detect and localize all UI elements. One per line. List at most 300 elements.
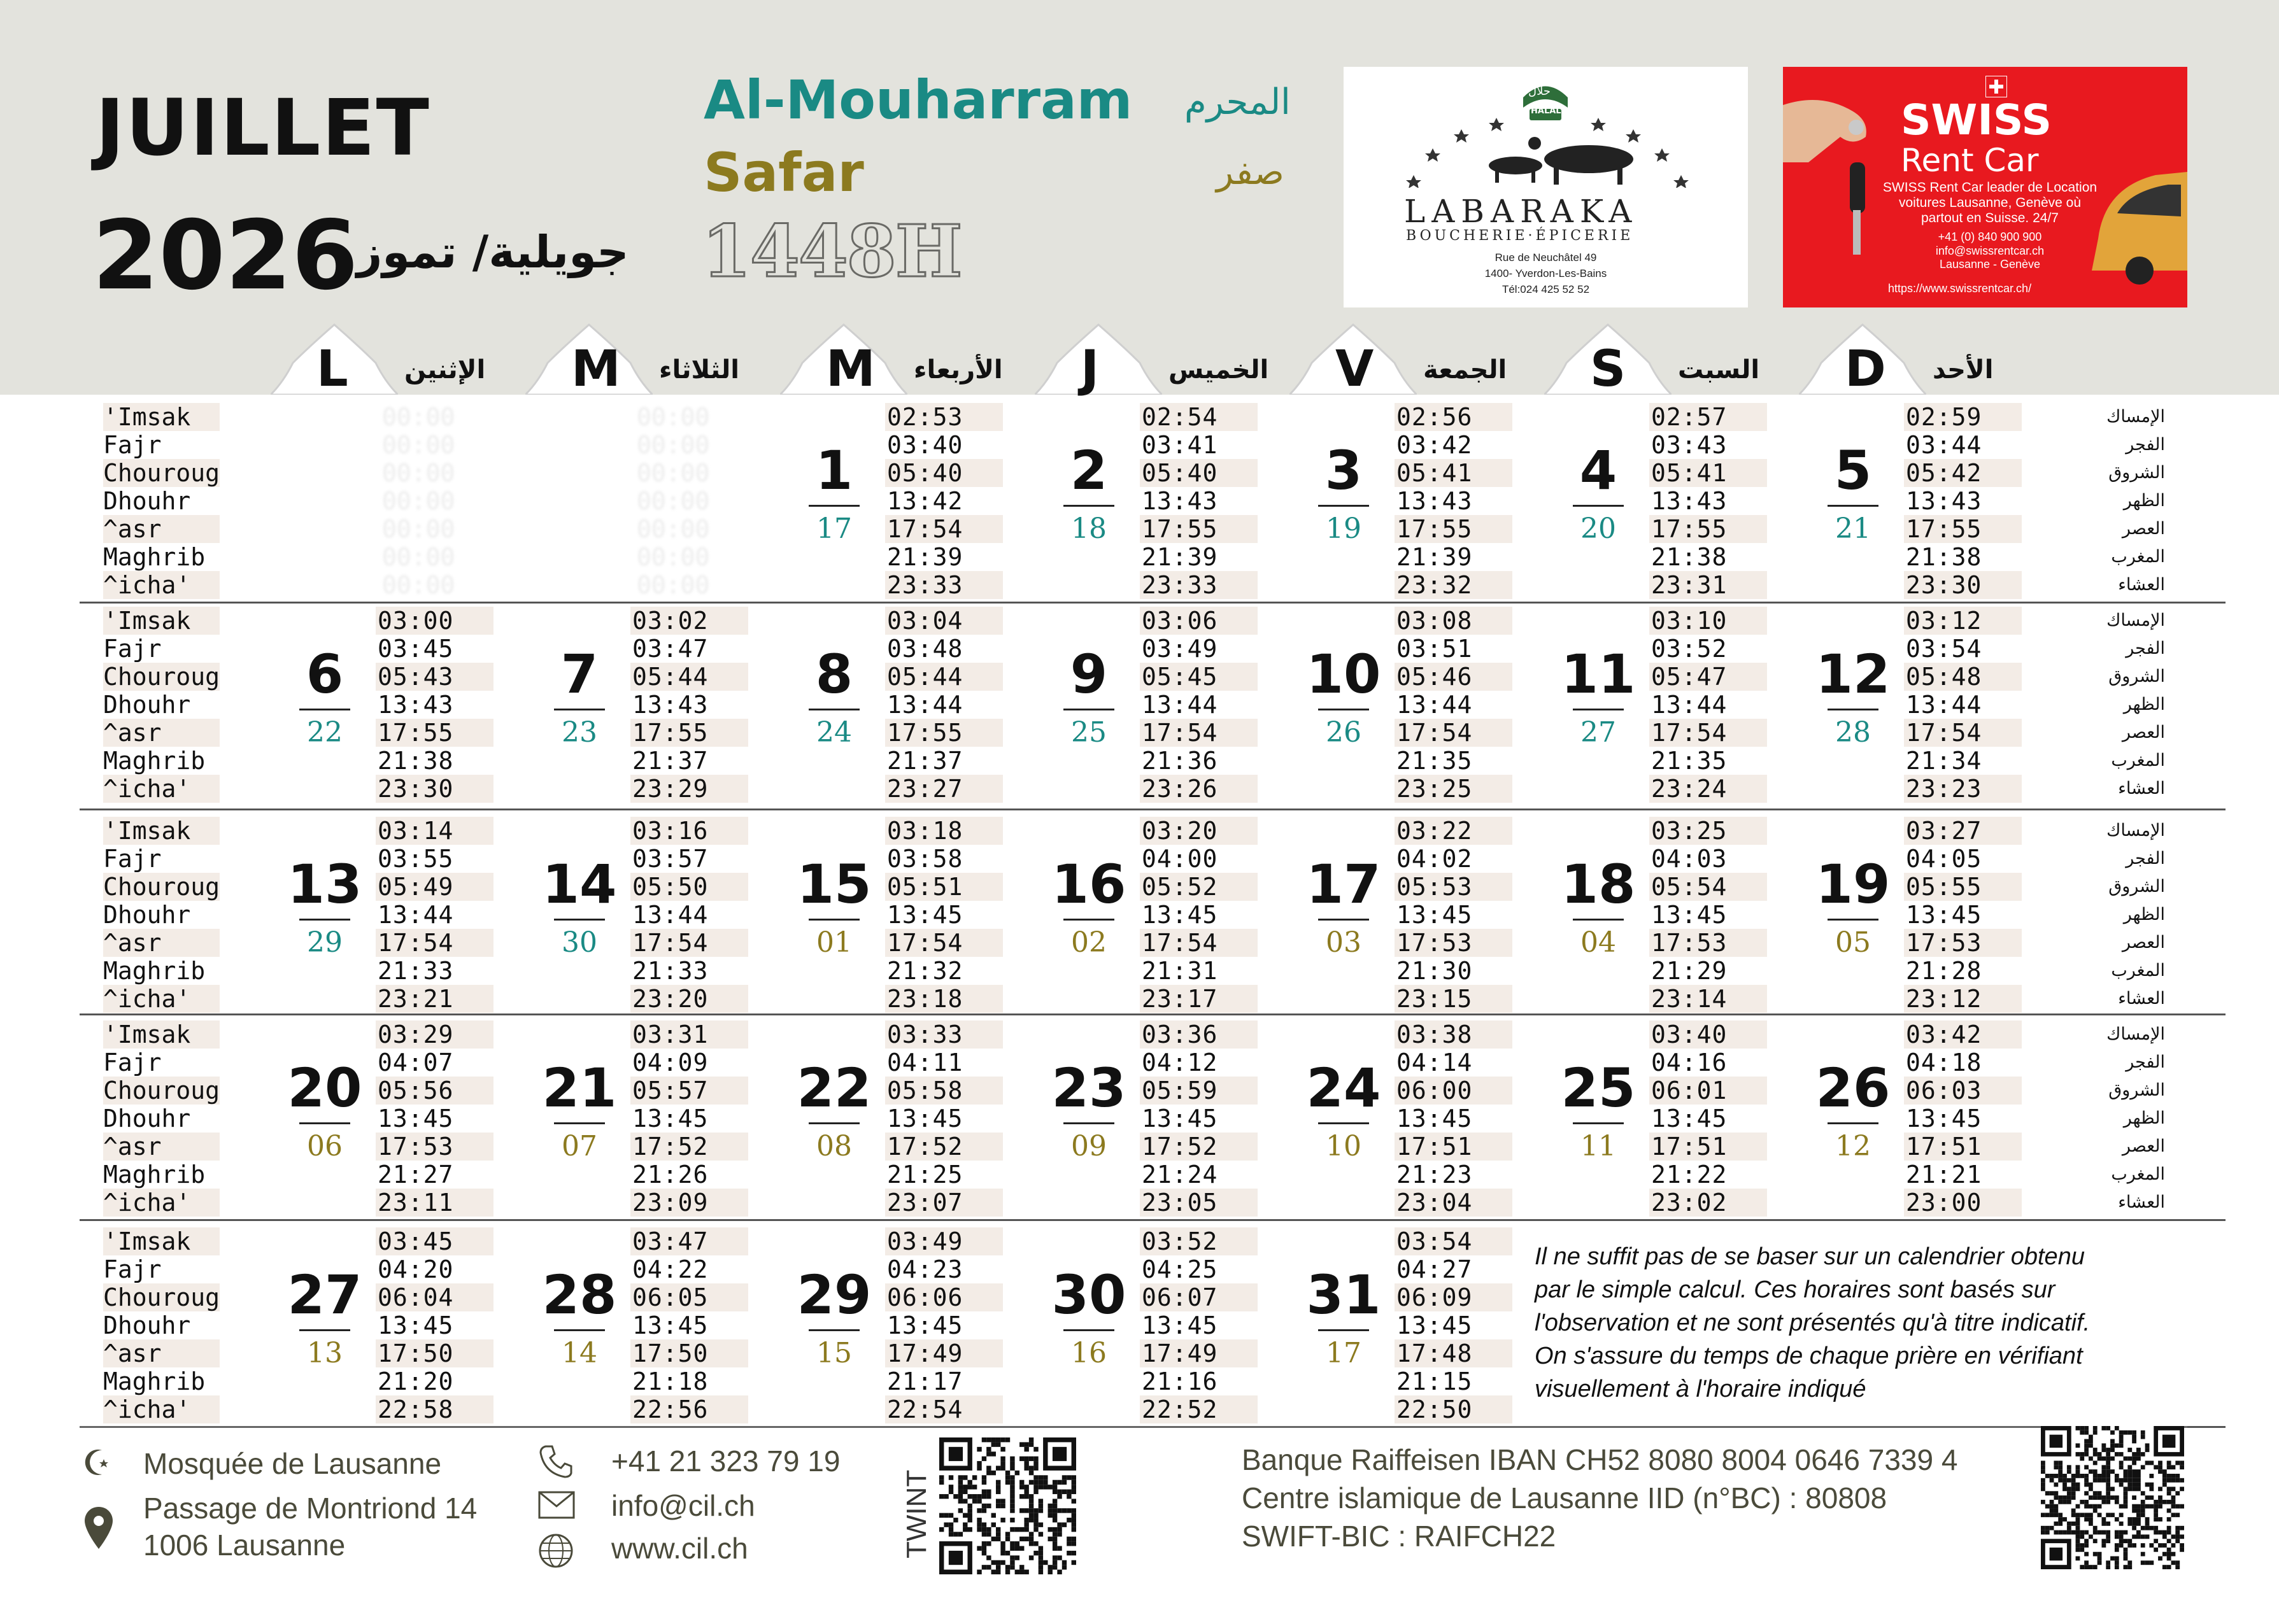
footer-bank-iban: Banque Raiffeisen IBAN CH52 8080 8004 0646 7339 4 (1242, 1443, 1958, 1476)
prayer-time: 05:44 (630, 663, 748, 691)
prayer-time: 17:52 (885, 1133, 1003, 1161)
weekday-header (271, 312, 500, 398)
prayer-time: 23:05 (1140, 1189, 1258, 1217)
prayer-time: 13:45 (1906, 1105, 1982, 1133)
placeholder-line: 00:00 (382, 571, 455, 599)
hijri-day: 04 (1580, 926, 1616, 959)
prayer-label-arabic: الإمساك (2106, 407, 2165, 427)
prayer-time: 04:02 (1396, 845, 1473, 873)
prayer-time: 23:29 (630, 775, 748, 803)
prayer-label: ^icha' (103, 1189, 220, 1217)
footer-divider (80, 1426, 2187, 1428)
prayer-time: 02:59 (1904, 403, 2022, 431)
prayer-time: 23:31 (1649, 571, 1767, 599)
prayer-time: 17:50 (376, 1339, 493, 1367)
year-title: 2026 (92, 201, 359, 311)
prayer-times (1649, 1020, 1767, 1217)
prayer-times (1649, 607, 1767, 803)
day-underline (554, 709, 605, 710)
prayer-time: 05:40 (1140, 459, 1258, 487)
prayer-label: Maghrib (103, 1161, 206, 1189)
day-number: 16 (1051, 853, 1126, 915)
day-underline (1318, 919, 1369, 921)
prayer-time: 13:44 (1142, 691, 1218, 719)
day-number: 13 (287, 853, 362, 915)
prayer-time: 17:52 (1140, 1133, 1258, 1161)
prayer-label: 'Imsak (103, 1020, 220, 1049)
prayer-labels (103, 1020, 220, 1217)
prayer-time: 17:51 (1395, 1133, 1512, 1161)
disclaimer-line: Il ne suffit pas de se baser sur un calendrier obtenu (1535, 1243, 2085, 1270)
prayer-time: 03:41 (1142, 431, 1218, 459)
week-divider (80, 1013, 2226, 1015)
prayer-time: 17:55 (1649, 515, 1767, 543)
prayer-time: 22:56 (630, 1395, 748, 1423)
prayer-time: 03:54 (1906, 635, 1982, 663)
prayer-time: 06:01 (1649, 1077, 1767, 1105)
prayer-time: 23:27 (885, 775, 1003, 803)
hijri-day: 08 (816, 1130, 852, 1162)
prayer-label-arabic: الشروق (2108, 667, 2165, 686)
prayer-label: 'Imsak (103, 1227, 220, 1255)
prayer-label-arabic: المغرب (2111, 547, 2165, 567)
prayer-times (1140, 817, 1258, 1013)
footer-org: Mosquée de Lausanne (143, 1447, 442, 1480)
prayer-label-arabic: الشروق (2108, 463, 2165, 483)
prayer-time: 21:27 (378, 1161, 454, 1189)
weekday-header (1544, 312, 1773, 398)
prayer-times (1395, 607, 1512, 803)
weekday-arabic: الأربعاء (914, 355, 1003, 385)
prayer-time: 05:52 (1140, 873, 1258, 901)
prayer-label: ^asr (103, 1339, 220, 1367)
prayer-time: 21:38 (1651, 543, 1728, 571)
prayer-times (1649, 817, 1767, 1013)
prayer-time: 03:49 (1142, 635, 1218, 663)
prayer-time: 03:10 (1649, 607, 1767, 635)
prayer-time: 03:44 (1906, 431, 1982, 459)
swiss-rent-car-url[interactable]: https://www.swissrentcar.ch/ (1888, 282, 2032, 295)
prayer-time: 02:56 (1395, 403, 1512, 431)
disclaimer-line: visuellement à l'horaire indiqué (1535, 1376, 1866, 1402)
prayer-time: 17:54 (376, 929, 493, 957)
prayer-label: Fajr (103, 845, 162, 873)
disclaimer-line: l'observation et ne sont présentés qu'à titre indicatif. (1535, 1310, 2091, 1336)
prayer-time: 23:18 (885, 985, 1003, 1013)
prayer-time: 05:59 (1140, 1077, 1258, 1105)
day-number: 31 (1306, 1264, 1381, 1326)
prayer-time: 21:38 (378, 747, 454, 775)
prayer-label-arabic: الإمساك (2106, 1024, 2165, 1044)
labaraka-subtitle: BOUCHERIE·ÉPICERIE (1406, 228, 1634, 244)
hijri-day: 12 (1835, 1130, 1871, 1162)
prayer-time: 04:03 (1651, 845, 1728, 873)
day-number: 10 (1306, 643, 1381, 705)
empty-day-placeholder (637, 403, 755, 599)
prayer-time: 04:11 (887, 1049, 963, 1077)
day-underline (1573, 709, 1624, 710)
prayer-times (1395, 1020, 1512, 1217)
prayer-time: 23:24 (1649, 775, 1767, 803)
prayer-time: 05:51 (885, 873, 1003, 901)
hijri-day: 15 (816, 1337, 852, 1369)
prayer-time: 17:54 (1904, 719, 2022, 747)
prayer-time: 21:29 (1651, 957, 1728, 985)
prayer-label: ^icha' (103, 1395, 220, 1423)
prayer-time: 17:54 (885, 929, 1003, 957)
twint-qr-code-icon[interactable] (939, 1437, 1076, 1574)
prayer-time: 03:51 (1396, 635, 1473, 663)
weekday-header (1799, 312, 2028, 398)
prayer-time: 13:43 (1396, 487, 1473, 515)
hijri-day: 13 (307, 1337, 343, 1369)
prayer-time: 04:16 (1651, 1049, 1728, 1077)
hijri-day: 24 (816, 716, 852, 749)
swiss-rent-car-ad[interactable] (1783, 67, 2187, 307)
prayer-label-arabic: الظهر (2123, 905, 2165, 924)
prayer-time: 23:15 (1395, 985, 1512, 1013)
prayer-time: 23:14 (1649, 985, 1767, 1013)
prayer-label-arabic: العصر (2122, 519, 2165, 539)
hijri-day: 01 (816, 926, 852, 959)
prayer-label: Dhouhr (103, 1311, 191, 1339)
prayer-label: Chouroug (103, 1077, 220, 1105)
prayer-time: 13:45 (632, 1311, 709, 1339)
prayer-time: 04:22 (632, 1255, 709, 1283)
day-number: 6 (306, 643, 344, 705)
day-underline (809, 1122, 860, 1124)
prayer-time: 13:44 (1651, 691, 1728, 719)
prayer-time: 13:43 (378, 691, 454, 719)
prayer-time: 17:53 (1395, 929, 1512, 957)
prayer-time: 21:22 (1651, 1161, 1728, 1189)
prayer-time: 13:45 (1651, 901, 1728, 929)
prayer-time: 21:28 (1906, 957, 1982, 985)
prayer-time: 03:54 (1395, 1227, 1512, 1255)
prayer-time: 02:53 (885, 403, 1003, 431)
day-number: 21 (542, 1057, 617, 1119)
footer-swift: SWIFT-BIC : RAIFCH22 (1242, 1520, 1556, 1553)
prayer-time: 13:44 (887, 691, 963, 719)
prayer-label: Dhouhr (103, 691, 191, 719)
prayer-time: 13:43 (1142, 487, 1218, 515)
prayer-times (1904, 1020, 2022, 1217)
hijri-day: 22 (307, 716, 343, 749)
prayer-time: 03:16 (630, 817, 748, 845)
prayer-time: 05:53 (1395, 873, 1512, 901)
prayer-labels-arabic (2089, 403, 2165, 599)
prayer-time: 06:06 (885, 1283, 1003, 1311)
prayer-label: ^asr (103, 515, 220, 543)
disclaimer-line: par le simple calcul. Ces horaires sont basés sur (1535, 1276, 2055, 1303)
weekday-letter: D (1845, 341, 1886, 398)
day-number: 27 (287, 1264, 362, 1326)
prayer-time: 04:05 (1906, 845, 1982, 873)
day-number: 8 (815, 643, 853, 705)
hijri-day: 29 (307, 926, 343, 959)
prayer-time: 13:45 (887, 1311, 963, 1339)
prayer-label-arabic: العصر (2122, 933, 2165, 952)
prayer-time: 05:40 (885, 459, 1003, 487)
footer-street: Passage de Montriond 14 (143, 1492, 478, 1525)
prayer-label-arabic: الفجر (2126, 849, 2165, 868)
day-underline (299, 1329, 350, 1331)
prayer-time: 17:51 (1649, 1133, 1767, 1161)
prayer-time: 03:42 (1904, 1020, 2022, 1049)
prayer-time: 13:45 (1396, 1105, 1473, 1133)
prayer-labels (103, 817, 220, 1013)
swiss-rent-car-line-2: voitures Lausanne, Genève où (1898, 195, 2082, 210)
weekday-letter: M (571, 341, 621, 398)
prayer-time: 13:45 (1396, 901, 1473, 929)
prayer-times (376, 817, 493, 1013)
halal-badge-text: HALAL (1531, 106, 1561, 116)
hijri-month-2: Safar (704, 141, 864, 204)
prayer-time: 17:55 (885, 719, 1003, 747)
prayer-time: 05:55 (1904, 873, 2022, 901)
hijri-day: 10 (1326, 1130, 1361, 1162)
prayer-times (630, 607, 748, 803)
prayer-time: 03:40 (887, 431, 963, 459)
prayer-time: 21:39 (1396, 543, 1473, 571)
placeholder-line: 00:00 (382, 515, 455, 543)
prayer-time: 05:41 (1395, 459, 1512, 487)
prayer-time: 23:32 (1395, 571, 1512, 599)
day-number: 2 (1070, 439, 1108, 502)
prayer-time: 21:26 (632, 1161, 709, 1189)
day-underline (554, 919, 605, 921)
swiss-rent-car-email: info@swissrentcar.ch (1935, 244, 2045, 257)
prayer-time: 22:58 (376, 1395, 493, 1423)
prayer-time: 17:55 (376, 719, 493, 747)
prayer-time: 21:18 (632, 1367, 709, 1395)
prayer-time: 03:43 (1651, 431, 1728, 459)
prayer-times (1395, 403, 1512, 599)
prayer-label: Chouroug (103, 873, 220, 901)
prayer-time: 13:45 (1142, 901, 1218, 929)
prayer-time: 05:46 (1395, 663, 1512, 691)
prayer-time: 03:58 (887, 845, 963, 873)
footer-email[interactable]: info@cil.ch (611, 1489, 755, 1522)
prayer-times (885, 1227, 1003, 1423)
prayer-time: 23:33 (1140, 571, 1258, 599)
day-underline (1573, 505, 1624, 507)
day-number: 14 (542, 853, 617, 915)
prayer-times (1140, 403, 1258, 599)
prayer-labels (103, 403, 220, 599)
prayer-label-arabic: الإمساك (2106, 611, 2165, 630)
prayer-time: 04:12 (1142, 1049, 1218, 1077)
prayer-time: 13:44 (632, 901, 709, 929)
prayer-time: 13:45 (1142, 1105, 1218, 1133)
prayer-time: 05:42 (1904, 459, 2022, 487)
prayer-time: 05:49 (376, 873, 493, 901)
prayer-time: 05:50 (630, 873, 748, 901)
prayer-time: 03:25 (1649, 817, 1767, 845)
prayer-label: Chouroug (103, 459, 220, 487)
swiss-rent-car-line-3: partout en Suisse. 24/7 (1921, 211, 2059, 225)
prayer-time: 06:07 (1140, 1283, 1258, 1311)
prayer-time: 03:22 (1395, 817, 1512, 845)
day-number: 28 (542, 1264, 617, 1326)
weekday-arabic: الأحد (1933, 355, 1994, 385)
weekday-letter: L (316, 341, 348, 398)
prayer-times (1649, 403, 1767, 599)
prayer-time: 23:23 (1904, 775, 2022, 803)
day-number: 12 (1815, 643, 1891, 705)
prayer-label: ^icha' (103, 985, 220, 1013)
prayer-time: 17:52 (630, 1133, 748, 1161)
day-number: 3 (1324, 439, 1363, 502)
prayer-label: Chouroug (103, 663, 220, 691)
prayer-time: 17:55 (1395, 515, 1512, 543)
prayer-time: 05:47 (1649, 663, 1767, 691)
prayer-time: 13:45 (887, 1105, 963, 1133)
prayer-time: 04:20 (378, 1255, 454, 1283)
prayer-time: 23:30 (376, 775, 493, 803)
labaraka-logo-text: LABARAKA (1404, 193, 1638, 230)
footer-phone[interactable]: +41 21 323 79 19 (611, 1444, 841, 1478)
prayer-time: 17:53 (1649, 929, 1767, 957)
prayer-time: 03:52 (1651, 635, 1728, 663)
prayer-label-arabic: العشاء (2118, 779, 2165, 798)
day-number: 23 (1051, 1057, 1126, 1119)
day-underline (809, 709, 860, 710)
prayer-time: 13:44 (378, 901, 454, 929)
prayer-label: Fajr (103, 1255, 162, 1283)
hijri-day: 21 (1835, 512, 1871, 545)
car-icon (2079, 162, 2187, 290)
prayer-time: 05:57 (630, 1077, 748, 1105)
disclaimer (1535, 1240, 2178, 1406)
prayer-label-arabic: العصر (2122, 1136, 2165, 1156)
prayer-time: 21:15 (1396, 1367, 1473, 1395)
prayer-time: 03:08 (1395, 607, 1512, 635)
prayer-time: 17:54 (1649, 719, 1767, 747)
prayer-time: 22:54 (885, 1395, 1003, 1423)
day-underline (1573, 1122, 1624, 1124)
swiss-rent-car-phone: +41 (0) 840 900 900 (1938, 230, 2042, 243)
prayer-time: 23:26 (1140, 775, 1258, 803)
weekday-header (780, 312, 1009, 398)
prayer-time: 23:17 (1140, 985, 1258, 1013)
prayer-time: 13:45 (887, 901, 963, 929)
prayer-time: 17:51 (1904, 1133, 2022, 1161)
prayer-label: ^icha' (103, 571, 220, 599)
day-underline (1063, 709, 1114, 710)
prayer-time: 17:55 (1904, 515, 2022, 543)
labaraka-phone: Tél:024 425 52 52 (1502, 283, 1590, 295)
halal-badge-arabic: حلال (1528, 85, 1551, 98)
prayer-time: 05:45 (1140, 663, 1258, 691)
day-underline (809, 919, 860, 921)
day-underline (1828, 505, 1878, 507)
bank-qr-code-icon[interactable] (2041, 1426, 2184, 1569)
prayer-times (1140, 1020, 1258, 1217)
weekday-arabic: الإثنين (404, 355, 486, 385)
prayer-time: 13:45 (378, 1311, 454, 1339)
prayer-time: 13:45 (1142, 1311, 1218, 1339)
prayer-time: 21:36 (1142, 747, 1218, 775)
footer-web[interactable]: www.cil.ch (611, 1532, 748, 1565)
prayer-time: 03:45 (376, 1227, 493, 1255)
prayer-label-arabic: الظهر (2123, 1108, 2165, 1128)
prayer-time: 21:38 (1906, 543, 1982, 571)
day-underline (299, 1122, 350, 1124)
prayer-time: 17:55 (630, 719, 748, 747)
day-underline (809, 1329, 860, 1331)
prayer-label-arabic: الظهر (2123, 695, 2165, 714)
prayer-time: 21:34 (1906, 747, 1982, 775)
day-underline (1318, 1329, 1369, 1331)
prayer-time: 05:43 (376, 663, 493, 691)
prayer-time: 02:57 (1649, 403, 1767, 431)
day-number: 25 (1561, 1057, 1636, 1119)
prayer-time: 21:20 (378, 1367, 454, 1395)
prayer-time: 13:45 (1651, 1105, 1728, 1133)
prayer-time: 23:25 (1395, 775, 1512, 803)
prayer-time: 03:57 (632, 845, 709, 873)
prayer-time: 04:14 (1396, 1049, 1473, 1077)
hijri-day: 11 (1580, 1130, 1616, 1162)
prayer-time: 13:43 (1651, 487, 1728, 515)
placeholder-line: 00:00 (382, 431, 455, 459)
hijri-month-2-arabic: صفر (1216, 152, 1284, 193)
weekday-arabic: السبت (1678, 355, 1760, 385)
day-number: 30 (1051, 1264, 1126, 1326)
prayer-label: Maghrib (103, 543, 206, 571)
prayer-label-arabic: المغرب (2111, 1164, 2165, 1184)
prayer-time: 04:07 (378, 1049, 454, 1077)
prayer-time: 21:33 (632, 957, 709, 985)
prayer-times (376, 1020, 493, 1217)
prayer-time: 17:54 (630, 929, 748, 957)
prayer-time: 21:33 (378, 957, 454, 985)
placeholder-line: 00:00 (637, 543, 710, 571)
footer-bank-name: Centre islamique de Lausanne IID (n°BC) : 80808 (1242, 1481, 1887, 1515)
prayer-time: 03:48 (887, 635, 963, 663)
placeholder-line: 00:00 (637, 571, 710, 599)
prayer-time: 03:45 (378, 635, 454, 663)
prayer-time: 03:06 (1140, 607, 1258, 635)
prayer-label: Fajr (103, 635, 162, 663)
swiss-rent-car-title: SWISS (1901, 95, 2052, 145)
hijri-day: 23 (562, 716, 597, 749)
prayer-time: 13:45 (632, 1105, 709, 1133)
prayer-time: 17:54 (885, 515, 1003, 543)
prayer-time: 03:12 (1904, 607, 2022, 635)
prayer-time: 03:52 (1140, 1227, 1258, 1255)
prayer-time: 03:18 (885, 817, 1003, 845)
placeholder-line: 00:00 (637, 403, 710, 431)
prayer-label-arabic: العصر (2122, 723, 2165, 742)
placeholder-line: 00:00 (637, 431, 710, 459)
globe-icon (538, 1533, 574, 1569)
weekday-letter: S (1590, 341, 1626, 398)
prayer-time: 03:00 (376, 607, 493, 635)
hijri-day: 05 (1835, 926, 1871, 959)
hijri-day: 25 (1071, 716, 1107, 749)
prayer-label: 'Imsak (103, 403, 220, 431)
prayer-time: 21:30 (1396, 957, 1473, 985)
day-number: 26 (1815, 1057, 1891, 1119)
prayer-time: 17:48 (1395, 1339, 1512, 1367)
prayer-label: 'Imsak (103, 817, 220, 845)
hijri-month-1: Al-Mouharram (704, 69, 1133, 131)
labaraka-ad[interactable] (1344, 67, 1748, 307)
swiss-rent-car-line-1: SWISS Rent Car leader de Location (1882, 180, 2098, 195)
prayer-label: 'Imsak (103, 607, 220, 635)
